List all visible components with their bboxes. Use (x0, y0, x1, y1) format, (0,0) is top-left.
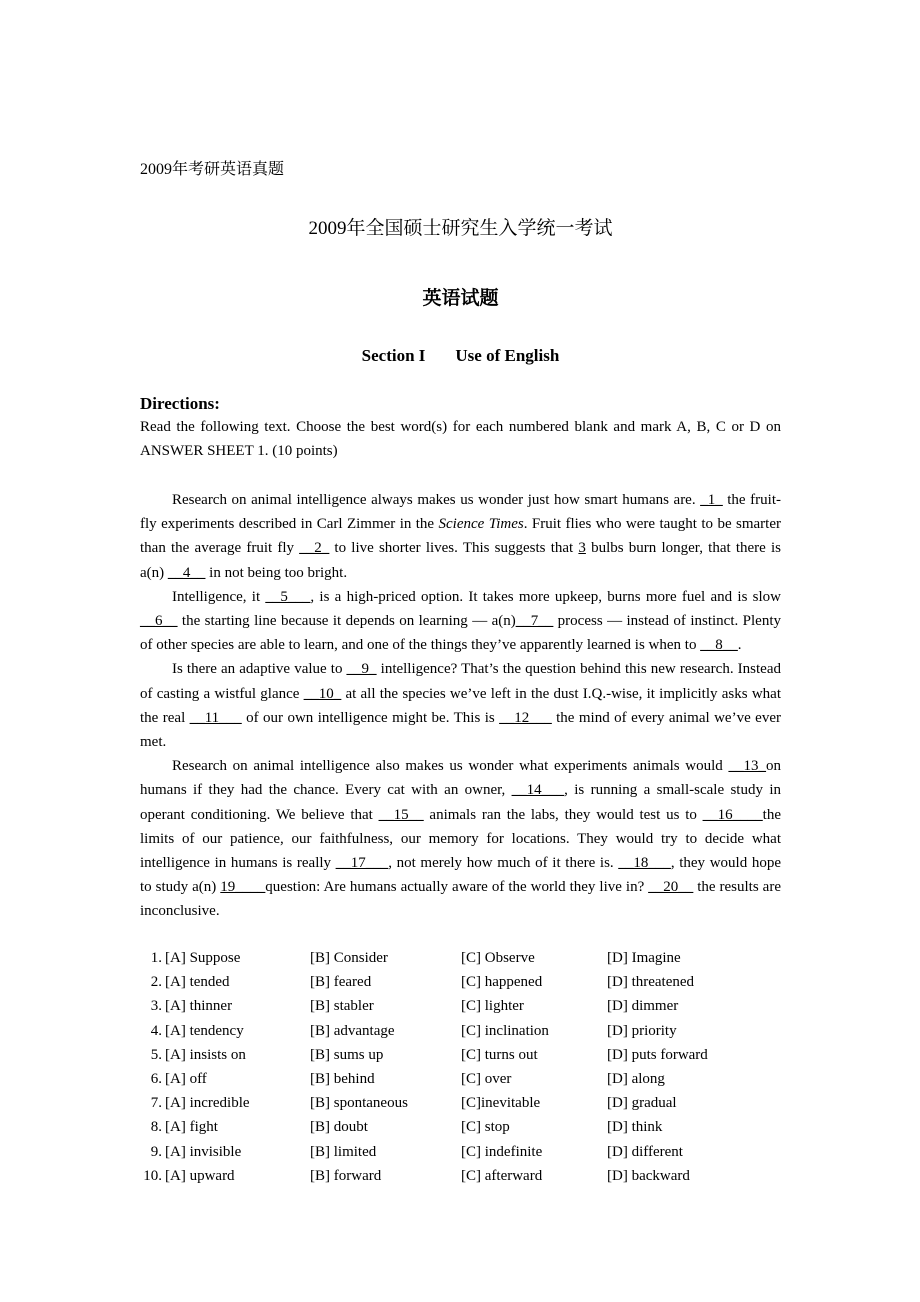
passage-text: bulbs burn longer, that there is a(n) (140, 540, 782, 581)
option-d: [D] different (607, 1143, 683, 1160)
option-d: [D] backward (607, 1167, 690, 1184)
passage-text: Intelligence, it (172, 588, 266, 605)
blank-11: __11___ (189, 709, 242, 726)
passage-text: the mind of every animal we’ve ever met. (140, 709, 781, 751)
question-row-3 (140, 994, 781, 1018)
passage-text: on humans if they had the chance. Every cat with an owner, (140, 758, 781, 799)
option-b: [B] behind (310, 1070, 375, 1087)
option-b: [B] sums up (310, 1046, 384, 1063)
option-a: [A] off (165, 1070, 207, 1087)
blank-9: __9_ (346, 661, 377, 678)
option-c: [C] stop (461, 1119, 510, 1136)
exam-subtitle: 英语试题 (422, 288, 499, 309)
question-row-9 (140, 1140, 781, 1164)
blank-7: __7__ (515, 613, 554, 630)
option-d: [D] threatened (607, 974, 695, 991)
question-number: 6. (150, 1070, 162, 1087)
option-b: [B] feared (310, 974, 372, 991)
cloze-passage (140, 488, 781, 924)
passage-text: the starting line because it depends on learning — a(n) (177, 613, 516, 630)
passage-text: to live shorter lives. This suggests that (329, 540, 579, 557)
blank-15: __15__ (378, 806, 424, 823)
option-b: [B] doubt (310, 1119, 368, 1136)
passage-text: of our own intelligence might be. This is (241, 709, 500, 726)
passage-text: . (737, 637, 742, 654)
passage-text: the fruit-fly experiments described in Carl Zimmer in the (140, 492, 781, 533)
option-a: [A] tended (165, 974, 230, 991)
blank-2: __2_ (299, 540, 330, 557)
blank-14: __14___ (511, 782, 565, 799)
blank-13: __13_ (728, 758, 766, 775)
option-b: [B] forward (310, 1167, 382, 1184)
option-c: [C] inclination (461, 1022, 549, 1039)
option-d: [D] gradual (607, 1095, 677, 1112)
directions-label: Directions: (140, 394, 220, 413)
blank-17: __17___ (335, 855, 389, 872)
passage-paragraph-1 (140, 488, 781, 585)
option-a: [A] thinner (165, 998, 233, 1015)
question-number: 9. (150, 1143, 162, 1160)
question-number: 1. (150, 950, 162, 966)
blank-5: __5___ (265, 588, 311, 605)
passage-text: Research on animal intelligence always makes us wonder just how smart humans are. (172, 492, 701, 508)
option-b: [B] spontaneous (310, 1095, 408, 1112)
option-b: [B] limited (310, 1143, 377, 1160)
option-b: [B] stabler (310, 998, 374, 1015)
passage-text: in not being too bright. (205, 564, 348, 581)
option-d: [D] think (607, 1119, 663, 1136)
passage-text: , is running a small-scale study in operant conditioning. We believe that (140, 782, 781, 823)
passage-text: intelligence? That’s the question behind this new research. Instead of casting a wistful glance (140, 661, 781, 702)
option-c: [C] over (461, 1070, 512, 1087)
option-d: [D] along (607, 1070, 665, 1087)
passage-text: at all the species we’ve left in the dust I.Q.-wise, it implicitly asks what the real (140, 685, 782, 726)
blank-8: __8__ (700, 637, 738, 654)
option-d: [D] dimmer (607, 998, 679, 1015)
blank-12: __12___ (499, 709, 552, 726)
section-number: Section I (361, 346, 426, 365)
option-d: [D] priority (607, 1022, 677, 1039)
passage-text: . Fruit flies who were taught to be smarter than the average fruit fly (140, 516, 781, 557)
option-c: [C] happened (461, 974, 543, 991)
option-b: [B] advantage (310, 1022, 395, 1039)
option-c: [C] lighter (461, 998, 524, 1015)
passage-text: animals ran the labs, they would test us to (423, 806, 703, 823)
question-number: 7. (150, 1095, 162, 1112)
passage-text: the results are inconclusive. (140, 879, 781, 920)
option-c: [C]inevitable (461, 1095, 541, 1112)
answer-options (140, 946, 781, 1188)
passage-text: , they would hope to study a(n) (140, 855, 782, 896)
option-a: [A] incredible (165, 1095, 250, 1112)
question-row-8 (140, 1115, 781, 1139)
question-row-5 (140, 1043, 781, 1067)
question-row-7 (140, 1091, 781, 1115)
passage-text: process — instead of instinct. Plenty of other species are able to learn, and one of the things they’ve apparently learned is when to (140, 613, 782, 654)
passage-text: the limits of our patience, our faithfulness, our memory for locations. They would try to decide what intelligence in humans is really (140, 806, 781, 872)
question-number: 3. (150, 998, 162, 1015)
passage-paragraph-2 (140, 585, 781, 658)
option-a: [A] upward (165, 1167, 235, 1184)
option-d: [D] Imagine (607, 950, 681, 966)
document-label: 2009年考研英语真题 (140, 161, 285, 178)
question-number: 10. (143, 1167, 162, 1184)
option-a: [A] fight (165, 1119, 218, 1136)
directions-text: Read the following text. Choose the best word(s) for each numbered blank and mark A, B, C or D on ANSWER SHEET 1. (10 points) (140, 419, 781, 459)
passage-paragraph-3 (140, 657, 781, 754)
option-d: [D] puts forward (607, 1046, 708, 1063)
blank-1: _1_ (700, 492, 723, 508)
blank-18: __18___ (618, 855, 671, 872)
blank-3: 3 (578, 540, 586, 557)
blank-10: __10_ (303, 685, 342, 702)
section-name: Use of English (455, 346, 560, 365)
blank-19: 19____ (220, 879, 266, 896)
question-row-4 (140, 1019, 781, 1043)
option-c: [C] Observe (461, 950, 535, 966)
passage-text: Is there an adaptive value to (172, 661, 347, 678)
option-c: [C] indefinite (461, 1143, 543, 1160)
publication-title: Science Times (438, 516, 524, 533)
blank-16: __16____ (702, 806, 763, 823)
question-number: 5. (150, 1046, 162, 1063)
option-a: [A] invisible (165, 1143, 242, 1160)
option-c: [C] afterward (461, 1167, 543, 1184)
option-a: [A] Suppose (165, 950, 241, 966)
blank-20: __20__ (648, 879, 694, 896)
option-a: [A] tendency (165, 1022, 244, 1039)
option-b: [B] Consider (310, 950, 388, 966)
passage-paragraph-4 (140, 754, 781, 923)
question-row-2 (140, 970, 781, 994)
question-number: 4. (150, 1022, 162, 1039)
passage-text: Research on animal intelligence also makes us wonder what experiments animals would (172, 758, 729, 775)
question-number: 8. (150, 1119, 162, 1136)
question-number: 2. (150, 974, 162, 991)
section-heading (140, 345, 781, 367)
passage-text: question: Are humans actually aware of the world they live in? (265, 879, 649, 896)
blank-4: __4__ (167, 564, 206, 581)
exam-title: 2009年全国硕士研究生入学统一考试 (308, 218, 613, 239)
option-c: [C] turns out (461, 1046, 538, 1063)
passage-text: , not merely how much of it there is. (388, 855, 619, 872)
passage-text: , is a high-priced option. It takes more upkeep, burns more fuel and is slow (310, 588, 781, 605)
question-row-6 (140, 1067, 781, 1091)
blank-6: __6__ (140, 613, 178, 630)
question-row-1 (140, 946, 781, 970)
question-row-10 (140, 1164, 781, 1188)
option-a: [A] insists on (165, 1046, 246, 1063)
